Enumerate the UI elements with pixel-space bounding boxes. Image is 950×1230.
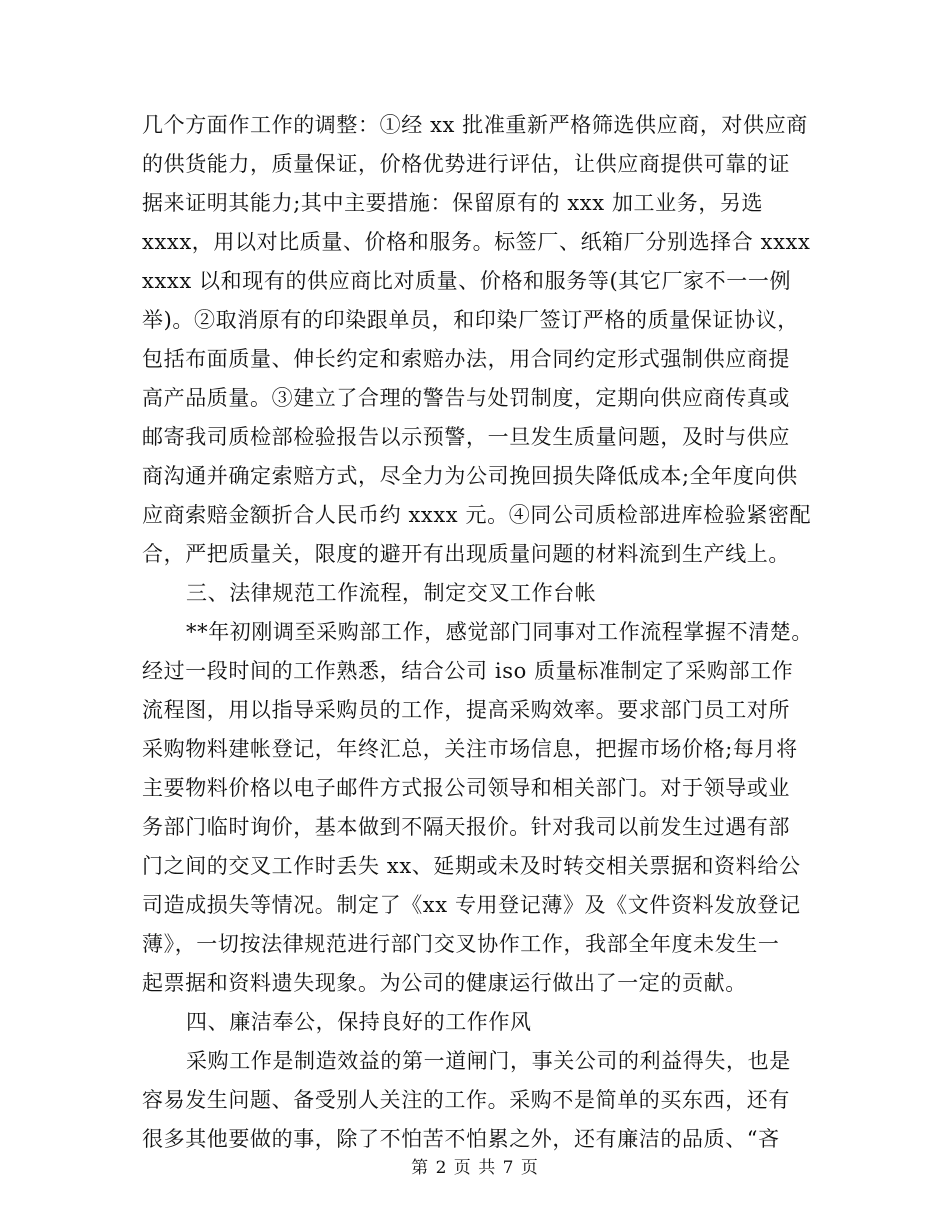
page-footer: 第 2 页 共 7 页 (411, 1158, 539, 1178)
section-heading: 四、廉洁奉公，保持良好的工作作风 (186, 1010, 532, 1034)
text-line: 邮寄我司质检部检验报告以示预警，一旦发生质量问题，及时与供应 (142, 425, 790, 449)
text-line: 几个方面作工作的调整：①经 xx 批准重新严格筛选供应商，对供应商 (142, 113, 808, 137)
text-line: 很多其他要做的事，除了不怕苦不怕累之外，还有廉洁的品质、“吝 (142, 1127, 780, 1151)
text-line: xxxx，用以对比质量、价格和服务。标签厂、纸箱厂分别选择合 xxxx (142, 230, 811, 254)
text-line: 司造成损失等情况。制定了《xx 专用登记薄》及《文件资料发放登记 (142, 893, 801, 917)
text-line: 采购物料建帐登记，年终汇总，关注市场信息，把握市场价格;每月将 (142, 737, 798, 761)
text-line: 务部门临时询价，基本做到不隔天报价。针对我司以前发生过遇有部 (142, 815, 790, 839)
text-line: **年初刚调至采购部工作，感觉部门同事对工作流程掌握不清楚。 (186, 620, 813, 644)
section-heading: 三、法律规范工作流程，制定交叉工作台帐 (186, 581, 597, 605)
text-line: 经过一段时间的工作熟悉，结合公司 iso 质量标准制定了采购部工作 (142, 659, 794, 683)
text-line: 举)。②取消原有的印染跟单员，和印染厂签订严格的质量保证协议， (142, 308, 799, 332)
text-line: 商沟通并确定索赔方式，尽全力为公司挽回损失降低成本;全年度向供 (142, 464, 798, 488)
text-line: 薄》，一切按法律规范进行部门交叉协作工作，我部全年度未发生一 (142, 932, 780, 956)
text-line: 流程图，用以指导采购员的工作，提高采购效率。要求部门员工对所 (142, 698, 790, 722)
text-line: 合，严把质量关，限度的避开有出现质量问题的材料流到生产线上。 (142, 542, 790, 566)
text-line: 包括布面质量、伸长约定和索赔办法，用合同约定形式强制供应商提 (142, 347, 790, 371)
document-body (142, 106, 812, 1159)
text-line: 高产品质量。③建立了合理的警告与处罚制度，定期向供应商传真或 (142, 386, 790, 410)
text-line: 的供货能力，质量保证，价格优势进行评估，让供应商提供可靠的证 (142, 152, 790, 176)
text-line: xxxx 以和现有的供应商比对质量、价格和服务等(其它厂家不一一例 (142, 269, 792, 293)
text-line: 采购工作是制造效益的第一道闸门，事关公司的利益得失，也是 (186, 1049, 791, 1073)
text-line: 主要物料价格以电子邮件方式报公司领导和相关部门。对于领导或业 (142, 776, 790, 800)
text-line: 门之间的交叉工作时丢失 xx、延期或未及时转交相关票据和资料给公 (142, 854, 801, 878)
text-line: 据来证明其能力;其中主要措施：保留原有的 xxx 加工业务，另选 (142, 191, 764, 215)
text-line: 起票据和资料遗失现象。为公司的健康运行做出了一定的贡献。 (142, 971, 747, 995)
text-line: 应商索赔金额折合人民币约 xxxx 元。④同公司质检部进库检验紧密配 (142, 503, 812, 527)
text-line: 容易发生问题、备受别人关注的工作。采购不是简单的买东西，还有 (142, 1088, 790, 1112)
